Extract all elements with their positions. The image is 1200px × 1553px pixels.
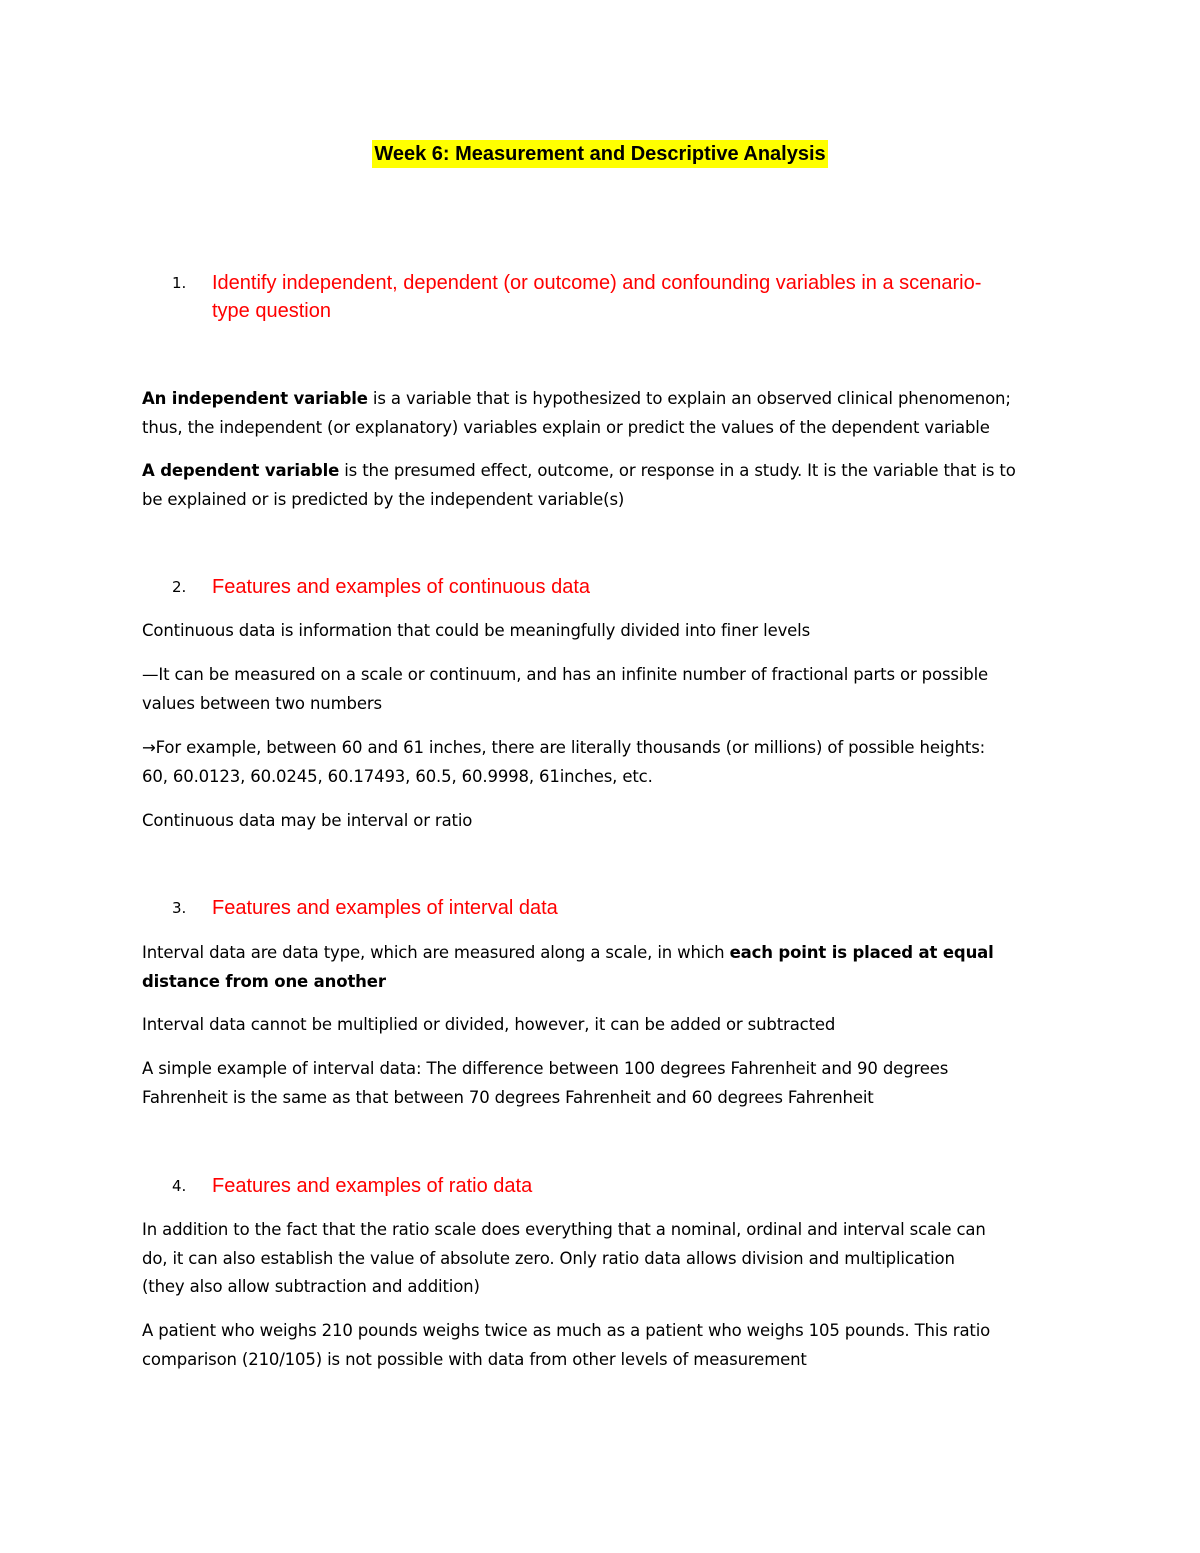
section-2-heading-text: Features and examples of continuous data	[212, 576, 591, 598]
section-4-number: 4.	[172, 1177, 187, 1195]
interval-data-example-line1: A simple example of interval data: The difference between 100 degrees Fahrenheit and 90 degrees	[142, 1059, 949, 1078]
independent-variable-def-line2: thus, the independent (or explanatory) variables explain or predict the values of the dependent variable	[142, 417, 990, 437]
interval-data-definition	[142, 939, 1062, 996]
dependent-variable-paragraph	[142, 457, 1062, 514]
interval-data-operations-text: Interval data cannot be multiplied or divided, however, it can be added or subtracted	[142, 1015, 836, 1034]
interval-data-definition-start: Interval data are data type, which are measured along a scale, in which	[142, 943, 730, 962]
interval-data-operations	[142, 1011, 1062, 1040]
ratio-data-example	[142, 1317, 1062, 1374]
continuous-data-scale-line1: —It can be measured on a scale or continuum, and has an infinite number of fractional parts or possible	[142, 665, 989, 684]
continuous-data-scale-paragraph	[142, 661, 1062, 718]
independent-variable-def-line1: is a variable that is hypothesized to explain an observed clinical phenomenon;	[367, 389, 1011, 408]
independent-variable-paragraph	[142, 385, 1062, 442]
ratio-data-example-line1: A patient who weighs 210 pounds weighs twice as much as a patient who weighs 105 pounds. This ratio	[142, 1321, 991, 1340]
continuous-data-example-paragraph	[142, 734, 1062, 791]
interval-data-definition-bold1: each point is placed at equal	[729, 943, 994, 962]
section-1-number: 1.	[172, 274, 187, 292]
section-3-number: 3.	[172, 899, 187, 917]
ratio-data-definition-line1: In addition to the fact that the ratio scale does everything that a nominal, ordinal and interval scale can	[142, 1220, 986, 1239]
interval-data-definition-bold2: distance from one another	[142, 971, 386, 991]
continuous-data-example-line2: 60, 60.0123, 60.0245, 60.17493, 60.5, 60.9998, 61inches, etc.	[142, 766, 653, 786]
ratio-data-definition	[142, 1216, 1062, 1302]
dependent-variable-def-line2: be explained or is predicted by the independent variable(s)	[142, 489, 625, 509]
section-3-heading-text: Features and examples of interval data	[212, 897, 558, 919]
interval-data-example-line2: Fahrenheit is the same as that between 70 degrees Fahrenheit and 60 degrees Fahrenheit	[142, 1087, 874, 1107]
section-2-number: 2.	[172, 578, 187, 596]
continuous-data-types-text: Continuous data may be interval or ratio	[142, 811, 473, 830]
independent-variable-term: An independent variable	[142, 389, 368, 408]
ratio-data-example-line2: comparison (210/105) is not possible with data from other levels of measurement	[142, 1349, 807, 1369]
title-container	[0, 140, 1200, 168]
continuous-data-example-line1: →For example, between 60 and 61 inches, there are literally thousands (or millions) of possible heights:	[142, 738, 986, 757]
page-title: Week 6: Measurement and Descriptive Analysis	[372, 140, 827, 168]
continuous-data-definition-text: Continuous data is information that could be meaningfully divided into finer levels	[142, 621, 811, 640]
section-4-heading-text: Features and examples of ratio data	[212, 1175, 533, 1197]
dependent-variable-def-line1: is the presumed effect, outcome, or response in a study. It is the variable that is to	[339, 461, 1016, 480]
ratio-data-definition-line2: do, it can also establish the value of absolute zero. Only ratio data allows division and multiplication	[142, 1248, 955, 1268]
section-1-heading	[172, 269, 1052, 325]
section-2-heading	[172, 573, 1052, 601]
section-3-heading	[172, 894, 1052, 922]
section-1-heading-line1: Identify independent, dependent (or outcome) and confounding variables in a scenario-	[212, 272, 982, 294]
continuous-data-definition	[142, 617, 1062, 646]
ratio-data-definition-line3: (they also allow subtraction and addition)	[142, 1277, 480, 1296]
section-1-heading-line2: type question	[212, 300, 331, 322]
continuous-data-scale-line2: values between two numbers	[142, 693, 382, 713]
dependent-variable-term: A dependent variable	[142, 461, 340, 480]
continuous-data-types	[142, 807, 1062, 836]
section-4-heading	[172, 1172, 1052, 1200]
interval-data-example	[142, 1055, 1062, 1112]
